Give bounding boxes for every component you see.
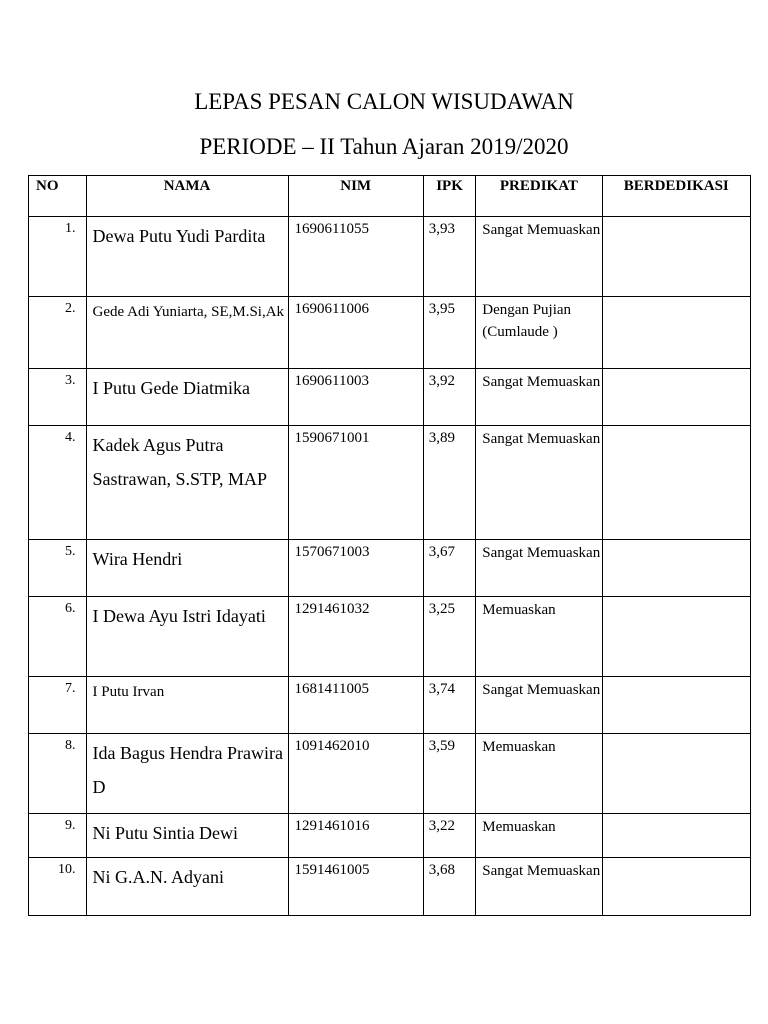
student-nim: 1291461032: [288, 597, 423, 677]
graduate-table: [28, 175, 751, 916]
student-ipk: 3,89: [423, 426, 476, 540]
student-predikat: Memuaskan: [476, 734, 602, 814]
table-header-row: [29, 176, 751, 217]
table-row: [29, 369, 751, 426]
student-ipk: 3,93: [423, 217, 476, 297]
header-predikat: PREDIKAT: [476, 176, 602, 217]
student-predikat: Sangat Memuaskan: [476, 858, 602, 916]
student-berdedikasi: [602, 217, 750, 297]
student-berdedikasi: [602, 858, 750, 916]
student-predikat: Sangat Memuaskan: [476, 217, 602, 297]
student-predikat: Memuaskan: [476, 597, 602, 677]
student-name: Wira Hendri: [86, 540, 288, 597]
header-nim: NIM: [288, 176, 423, 217]
student-name: Gede Adi Yuniarta, SE,M.Si,Ak: [86, 297, 288, 369]
student-berdedikasi: [602, 814, 750, 858]
student-berdedikasi: [602, 597, 750, 677]
student-name: Ida Bagus Hendra Prawira D: [86, 734, 288, 814]
header-berdedikasi: BERDEDIKASI: [602, 176, 750, 217]
student-berdedikasi: [602, 677, 750, 734]
row-number: 5.: [29, 540, 87, 597]
table-row: [29, 297, 751, 369]
student-name: Ni G.A.N. Adyani: [86, 858, 288, 916]
student-nim: 1570671003: [288, 540, 423, 597]
row-number: 1.: [29, 217, 87, 297]
document-subtitle: PERIODE – II Tahun Ajaran 2019/2020: [199, 134, 569, 159]
student-predikat: Dengan Pujian (Cumlaude ): [476, 297, 602, 369]
table-row: [29, 217, 751, 297]
student-nim: 1690611055: [288, 217, 423, 297]
student-nim: 1291461016: [288, 814, 423, 858]
student-nim: 1681411005: [288, 677, 423, 734]
header-nama: NAMA: [86, 176, 288, 217]
student-ipk: 3,67: [423, 540, 476, 597]
student-berdedikasi: [602, 734, 750, 814]
student-predikat: Sangat Memuaskan: [476, 426, 602, 540]
student-nim: 1590671001: [288, 426, 423, 540]
student-nim: 1591461005: [288, 858, 423, 916]
row-number: 10.: [29, 858, 87, 916]
row-number: 6.: [29, 597, 87, 677]
header-ipk: IPK: [423, 176, 476, 217]
student-ipk: 3,74: [423, 677, 476, 734]
student-ipk: 3,68: [423, 858, 476, 916]
row-number: 9.: [29, 814, 87, 858]
student-nim: 1690611006: [288, 297, 423, 369]
table-row: [29, 814, 751, 858]
header-no: NO: [29, 176, 87, 217]
row-number: 3.: [29, 369, 87, 426]
student-ipk: 3,25: [423, 597, 476, 677]
student-ipk: 3,95: [423, 297, 476, 369]
table-row: [29, 597, 751, 677]
table-row: [29, 426, 751, 540]
table-row: [29, 677, 751, 734]
student-berdedikasi: [602, 297, 750, 369]
row-number: 2.: [29, 297, 87, 369]
student-predikat: Sangat Memuaskan: [476, 540, 602, 597]
student-predikat: Memuaskan: [476, 814, 602, 858]
student-predikat: Sangat Memuaskan: [476, 369, 602, 426]
document-title: LEPAS PESAN CALON WISUDAWAN: [194, 89, 574, 114]
student-name: Dewa Putu Yudi Pardita: [86, 217, 288, 297]
student-ipk: 3,22: [423, 814, 476, 858]
student-name: I Dewa Ayu Istri Idayati: [86, 597, 288, 677]
student-name: Kadek Agus Putra Sastrawan, S.STP, MAP: [86, 426, 288, 540]
row-number: 7.: [29, 677, 87, 734]
row-number: 8.: [29, 734, 87, 814]
student-berdedikasi: [602, 540, 750, 597]
table-row: [29, 734, 751, 814]
student-nim: 1690611003: [288, 369, 423, 426]
student-ipk: 3,92: [423, 369, 476, 426]
student-predikat: Sangat Memuaskan: [476, 677, 602, 734]
student-nim: 1091462010: [288, 734, 423, 814]
row-number: 4.: [29, 426, 87, 540]
student-name: I Putu Irvan: [86, 677, 288, 734]
student-ipk: 3,59: [423, 734, 476, 814]
student-name: I Putu Gede Diatmika: [86, 369, 288, 426]
student-berdedikasi: [602, 369, 750, 426]
student-berdedikasi: [602, 426, 750, 540]
table-row: [29, 540, 751, 597]
table-row: [29, 858, 751, 916]
student-name: Ni Putu Sintia Dewi: [86, 814, 288, 858]
